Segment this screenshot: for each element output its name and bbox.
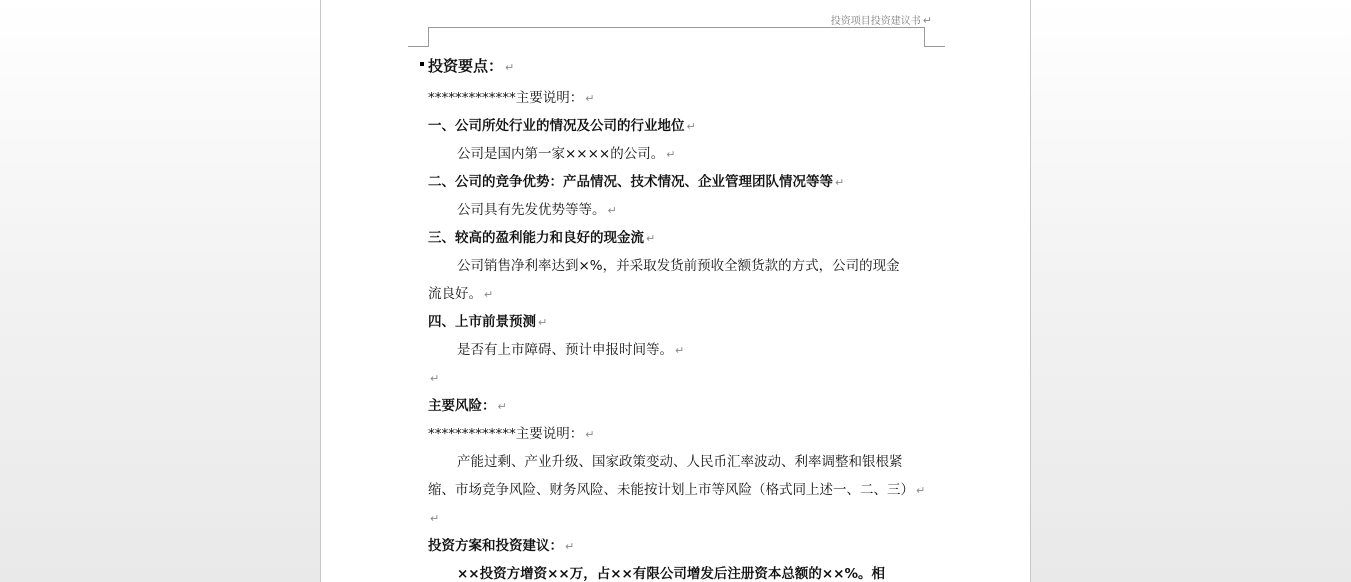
line-text: *************主要说明： bbox=[428, 90, 584, 106]
body-risks-line-2 bbox=[428, 481, 925, 500]
empty-line-1 bbox=[428, 369, 439, 388]
heading-section-2 bbox=[428, 173, 844, 192]
heading-section-3 bbox=[428, 229, 655, 248]
paragraph-mark: ↵ bbox=[585, 428, 595, 441]
line-text: 三、较高的盈利能力和良好的现金流 bbox=[428, 230, 644, 246]
paragraph-mark: ↵ bbox=[675, 344, 685, 357]
line-text: 是否有上市障碍、预计申报时间等。 bbox=[457, 342, 673, 358]
paragraph-mark: ↵ bbox=[484, 288, 494, 301]
line-text: 流良好。 bbox=[428, 286, 482, 302]
line-main-note-2 bbox=[428, 425, 594, 444]
paragraph-mark: ↵ bbox=[538, 316, 548, 329]
line-text: ××投资方增资××万，占××有限公司增发后注册资本总额的××%。相 bbox=[457, 566, 886, 582]
heading-investment-points bbox=[428, 57, 514, 77]
empty-line-2 bbox=[428, 509, 439, 528]
bullet-marker bbox=[420, 62, 424, 66]
body-investment-plan bbox=[457, 565, 885, 582]
heading-section-4 bbox=[428, 313, 547, 332]
line-text: 投资方案和投资建议： bbox=[428, 538, 563, 554]
body-section-3-line-2 bbox=[428, 285, 493, 304]
page-header bbox=[831, 12, 932, 27]
line-text: 一、公司所处行业的情况及公司的行业地位 bbox=[428, 118, 685, 134]
paragraph-mark: ↵ bbox=[916, 484, 926, 497]
paragraph-mark: ↵ bbox=[585, 92, 595, 105]
paragraph-mark: ↵ bbox=[646, 232, 656, 245]
heading-section-1 bbox=[428, 117, 696, 136]
paragraph-mark: ↵ bbox=[565, 540, 575, 553]
paragraph-mark: ↵ bbox=[430, 372, 440, 385]
body-risks-line-1 bbox=[457, 453, 903, 471]
line-text: 缩、市场竞争风险、财务风险、未能按计划上市等风险（格式同上述一、二、三） bbox=[428, 482, 914, 498]
line-main-note-1 bbox=[428, 89, 594, 108]
heading-investment-plan bbox=[428, 537, 574, 556]
paragraph-mark: ↵ bbox=[607, 204, 617, 217]
margin-corner-right bbox=[924, 27, 945, 47]
body-section-4 bbox=[457, 341, 684, 360]
body-section-2 bbox=[457, 201, 617, 220]
paragraph-mark: ↵ bbox=[430, 512, 440, 525]
document-page bbox=[320, 0, 1031, 582]
paragraph-mark: ↵ bbox=[922, 14, 932, 27]
line-text: 主要风险： bbox=[428, 398, 496, 414]
paragraph-mark: ↵ bbox=[686, 120, 696, 133]
line-text: 四、上市前景预测 bbox=[428, 314, 536, 330]
paragraph-mark: ↵ bbox=[497, 400, 507, 413]
line-text: 投资要点： bbox=[428, 57, 504, 75]
paragraph-mark: ↵ bbox=[505, 61, 515, 74]
margin-corner-left bbox=[408, 27, 429, 47]
body-section-1 bbox=[457, 145, 675, 164]
line-text: *************主要说明： bbox=[428, 426, 584, 442]
line-text: 公司是国内第一家××××的公司。 bbox=[457, 146, 665, 162]
paragraph-mark: ↵ bbox=[835, 176, 845, 189]
header-rule bbox=[428, 27, 924, 28]
heading-main-risks bbox=[428, 397, 507, 416]
paragraph-mark: ↵ bbox=[666, 148, 676, 161]
header-title: 投资项目投资建议书 bbox=[830, 16, 921, 27]
line-text: 公司销售净利率达到×%，并采取发货前预收全额货款的方式，公司的现金 bbox=[457, 258, 900, 274]
line-text: 产能过剩、产业升级、国家政策变动、人民币汇率波动、利率调整和银根紧 bbox=[457, 454, 903, 470]
body-section-3-line-1 bbox=[457, 257, 900, 275]
line-text: 二、公司的竞争优势：产品情况、技术情况、企业管理团队情况等等 bbox=[428, 174, 833, 190]
line-text: 公司具有先发优势等等。 bbox=[457, 202, 606, 218]
